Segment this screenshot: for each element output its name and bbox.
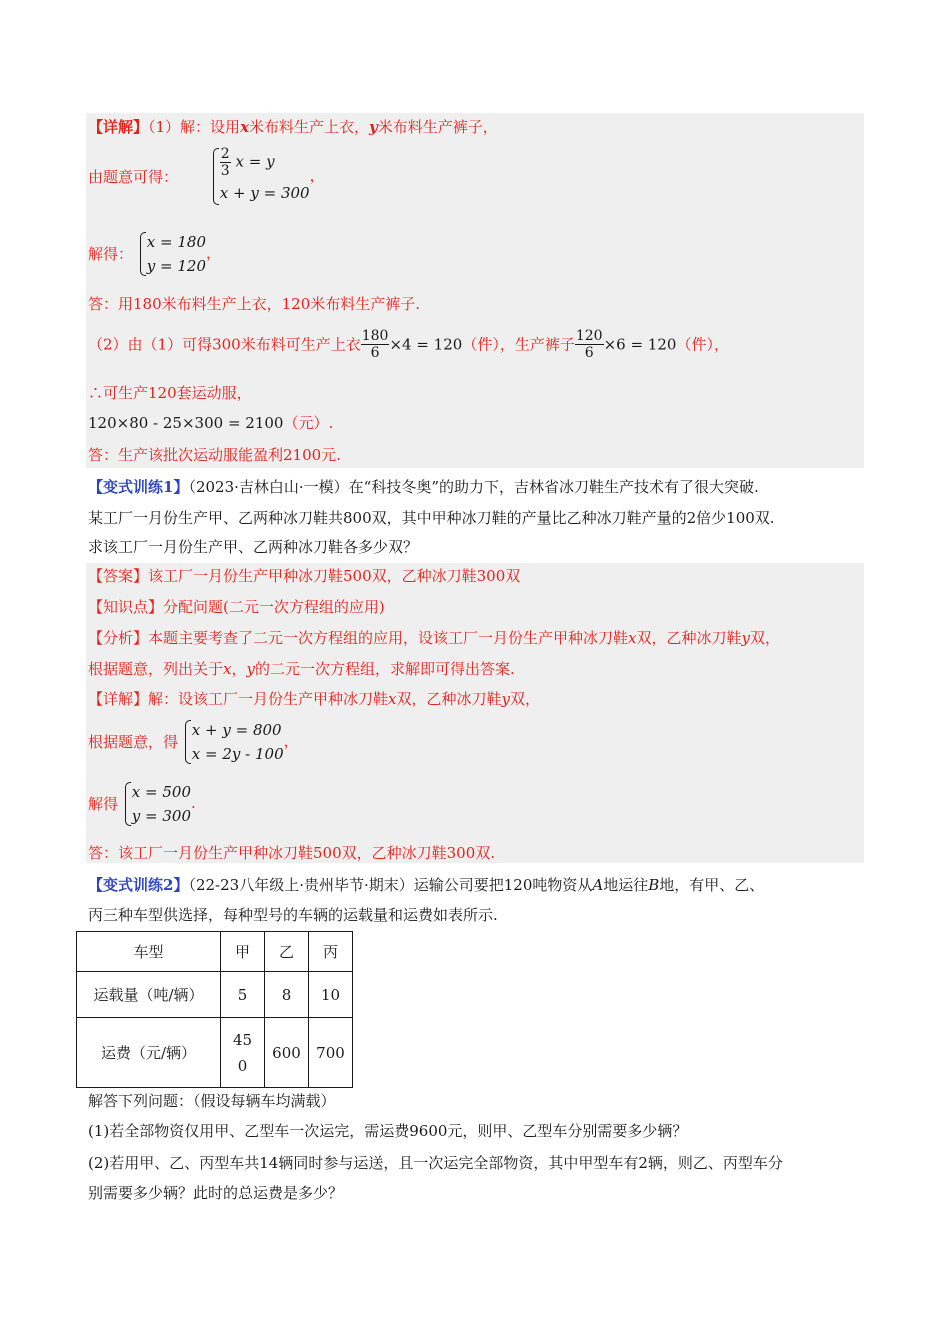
variant-tag-2: 【变式训练2】 — [88, 876, 189, 894]
solution-part2-line: （2）由（1）可得300米布料可生产上衣 $\frac{180}{6}$ ×4 = 120（件），生产裤子 $\frac{120}{6}$ ×6 = 120（件）， — [88, 328, 729, 361]
answer-line-1: 答：用180米布料生产上衣，120米布料生产裤子. — [88, 295, 421, 313]
variant-1-knowledge: 【知识点】分配问题(二元一次方程组的应用) — [88, 598, 385, 616]
vehicle-table — [76, 931, 353, 1088]
question-1: (1)若全部物资仅用甲、乙型车一次运完，需运费9600元，则甲、乙型车分别需要多少辆？ — [88, 1122, 688, 1140]
question-intro: 解答下列问题：（假设每辆车均满载） — [88, 1092, 336, 1110]
variant-1-result: 解得 x = 500 y = 300 . — [88, 780, 196, 828]
table-cell: 丙 — [309, 932, 353, 972]
variant-2-line-2: 丙三种车型供选择，每种型号的车辆的运载量和运费如表所示. — [88, 906, 498, 924]
equation-system-1: 由题意可得： $\frac{2}{3}$ x = y x + y = 300 ， — [88, 146, 325, 207]
question-2-line-1: (2)若用甲、乙、丙型车共14辆同时参与运送，且一次运完全部物资，其中甲型车有2辆，则乙、丙型车分 — [88, 1154, 783, 1172]
table-cell: 45 0 — [221, 1018, 265, 1088]
table-cell: 5 — [221, 972, 265, 1018]
variant-1-equation-system: 根据题意，得 x + y = 800 x = 2y - 100 ， — [88, 718, 299, 766]
variant-1-line-1: 【变式训练1】（2023·吉林白山·一模）在“科技冬奥”的助力下，吉林省冰刀鞋生产技术有了很大突破. — [88, 478, 759, 496]
solution-result-1: 解得： x = 180 y = 120 ， — [88, 230, 221, 278]
question-2-line-2: 别需要多少辆？此时的总运费是多少？ — [88, 1184, 344, 1202]
variant-tag-1: 【变式训练1】 — [88, 478, 189, 496]
calc-line: 120×80 - 25×300 = 2100（元）. — [88, 414, 334, 432]
table-cell: 车型 — [77, 932, 221, 972]
variant-1-line-3: 求该工厂一月份生产甲、乙两种冰刀鞋各多少双？ — [88, 538, 419, 556]
variant-1-final-answer: 答：该工厂一月份生产甲种冰刀鞋500双，乙种冰刀鞋300双. — [88, 844, 496, 862]
variant-1-analysis-1: 【分析】本题主要考查了二元一次方程组的应用，设该工厂一月份生产甲种冰刀鞋x双，乙种冰刀鞋y双， — [88, 629, 780, 647]
table-cell: 运载量（吨/辆） — [77, 972, 221, 1018]
table-cell: 700 — [309, 1018, 353, 1088]
table-cell: 8 — [265, 972, 309, 1018]
variant-1-answer: 【答案】该工厂一月份生产甲种冰刀鞋500双，乙种冰刀鞋300双 — [88, 567, 521, 585]
solution-detail-line: 【详解】（1）解：设用x米布料生产上衣，y米布料生产裤子， — [88, 118, 498, 136]
table-row — [77, 932, 353, 972]
brace-system: x + y = 800 x = 2y - 100 — [183, 718, 284, 766]
brace-system: x = 180 y = 120 — [138, 230, 206, 278]
variant-1-analysis-2: 根据题意，列出关于x，y的二元一次方程组，求解即可得出答案. — [88, 660, 515, 678]
table-cell: 运费（元/辆） — [77, 1018, 221, 1088]
variant-1-detail: 【详解】解：设该工厂一月份生产甲种冰刀鞋x双，乙种冰刀鞋y双， — [88, 690, 540, 708]
table-cell: 600 — [265, 1018, 309, 1088]
brace-system: $\frac{2}{3}$ x = y x + y = 300 — [211, 146, 310, 207]
result-line: ∴可生产120套运动服， — [88, 384, 252, 402]
table-row — [77, 1018, 353, 1088]
variant-2-line-1: 【变式训练2】（22-23八年级上·贵州毕节·期末）运输公司要把120吨物资从A地运往B地，有甲、乙、 — [88, 876, 765, 894]
table-cell: 10 — [309, 972, 353, 1018]
detail-tag: 【详解】 — [88, 118, 149, 136]
table-cell: 乙 — [265, 932, 309, 972]
table-row — [77, 972, 353, 1018]
answer-line-2: 答：生产该批次运动服能盈利2100元. — [88, 446, 341, 464]
table-cell: 甲 — [221, 932, 265, 972]
variant-1-line-2: 某工厂一月份生产甲、乙两种冰刀鞋共800双，其中甲种冰刀鞋的产量比乙种冰刀鞋产量的2倍少100双. — [88, 509, 775, 527]
brace-system: x = 500 y = 300 — [123, 780, 191, 828]
